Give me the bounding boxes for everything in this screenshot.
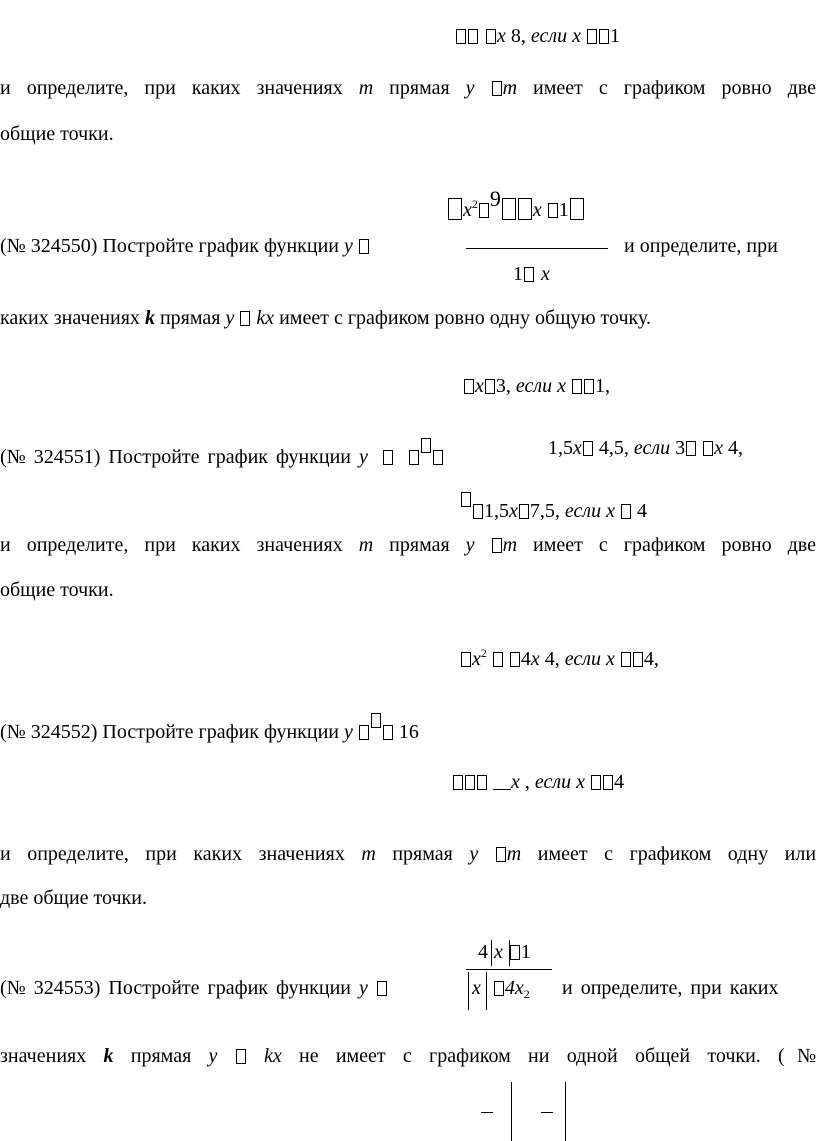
var-k: k [144,307,155,329]
piecewise-case-1 [463,376,610,396]
var-k: k [103,1045,114,1067]
text-run: и определите, при каких значениях [0,534,343,556]
missing-glyph-icon [493,652,503,667]
problem-lead: (№ 324550) Постройте график функции [0,235,339,257]
var-x: x [532,199,542,221]
var-x: x [463,199,472,221]
paragraph-1-line-1 [0,78,816,98]
number-4: 4, [544,648,560,670]
number-1: 1, [595,375,610,397]
missing-glyph-icon [621,504,631,519]
problem-324551-line-1 [0,438,444,467]
number-1: 1 [513,263,523,285]
number-4: 4 [520,648,531,670]
problem-324553-line-1 [0,978,388,998]
exponent: 2 [471,197,478,211]
var-4x: 4x [504,977,524,999]
missing-glyph-icon [456,29,466,44]
missing-glyph-icon [359,239,369,254]
problem-324552-line-4 [0,844,816,864]
var-m: m [358,534,374,556]
var-x: x [606,648,615,670]
fraction-bar [493,789,511,790]
var-m: m [358,77,374,99]
piecewise-case-1 [460,647,659,669]
missing-glyph-icon [583,441,593,456]
missing-glyph-icon [486,29,496,44]
missing-glyph-icon [448,198,462,220]
var-m: m [502,534,518,556]
var-y: y [465,77,475,99]
var-kx: kx [256,307,275,329]
missing-glyph-icon [502,198,516,220]
text-run: не имеет с графиком ни одной общей точки. (№ [298,1045,816,1067]
missing-glyph-icon [479,203,489,218]
fraction-denominator [513,264,550,284]
abs-bar [511,1082,512,1141]
text-run: имеет с графиком одну или [537,843,816,865]
abs-bar [491,940,492,966]
piecewise-case-3 [460,492,647,521]
missing-glyph-icon [383,725,393,740]
fraction-bar [481,1112,493,1113]
formula-value: 1 [610,25,620,47]
missing-glyph-icon [409,450,419,465]
missing-glyph-icon [492,81,502,96]
var-x: x [557,375,566,397]
missing-glyph-icon [453,775,463,790]
missing-glyph-icon [518,198,532,220]
var-x: x [572,25,581,47]
word-esli: если [633,437,671,459]
var-x: x [576,771,585,793]
var-x: x [494,941,503,963]
problem-324550-tail: и определите, при [624,235,778,257]
missing-glyph-icon [421,438,431,453]
problem-324550-line-2 [0,308,651,328]
var-x: x [509,500,518,522]
number-1: 1 [558,199,569,221]
missing-glyph-icon [496,847,506,862]
missing-glyph-icon [465,775,475,790]
var-x: x [472,648,481,670]
problem-324552-line-1 [0,713,419,742]
missing-glyph-icon [377,981,387,996]
missing-glyph-icon [371,713,381,728]
number-4-5: 4,5, [598,437,629,459]
var-x: x [472,977,481,999]
var-y: y [358,446,368,468]
var-y: y [465,534,475,556]
number-9: 9 [489,186,501,211]
text-run: имеет с графиком ровно две [533,534,816,556]
var-y: y [469,843,479,865]
abs-bar [565,1082,566,1141]
number-3: 3 [675,437,686,459]
missing-glyph-icon [584,379,594,394]
abs-bar [468,972,469,1010]
missing-glyph-icon [510,945,520,960]
word-esli: если [515,375,553,397]
text-run: имеет с графиком ровно одну общую точку. [279,307,651,329]
problem-324553-tail: и определите, при каких [562,977,779,999]
problem-324552-line-5: две общие точки. [0,887,147,909]
var-x: x [541,263,550,285]
missing-glyph-icon [591,775,601,790]
text-run: имеет с графиком ровно две [533,77,816,99]
missing-glyph-icon [485,379,495,394]
number-4: 4 [637,500,647,522]
missing-glyph-icon [492,538,502,553]
var-x: x [530,648,540,670]
fraction-bar [466,969,552,970]
problem-324551-line-4 [0,535,816,555]
exponent: 2 [480,646,487,660]
text-run: прямая [392,843,453,865]
var-kx: kx [263,1045,282,1067]
word-esli: если [564,500,602,522]
text-run: значениях [0,1045,87,1067]
missing-glyph-icon [477,775,487,790]
problem-lead: (№ 324553) Постройте график функции [0,977,351,999]
missing-glyph-icon [473,504,483,519]
piecewise-case-2 [548,438,743,458]
fraction-denominator [472,978,530,1000]
missing-glyph-icon [570,198,584,220]
missing-glyph-icon [587,29,597,44]
word-esli: если [534,771,572,793]
number-4: 4, [728,437,743,459]
var-x: x [606,500,615,522]
var-x: x [714,437,723,459]
missing-glyph-icon [433,450,443,465]
missing-glyph-icon [599,29,609,44]
missing-glyph-icon [633,652,643,667]
formula-number: 8, [510,25,526,47]
var-x: x [573,437,582,459]
fraction-bar [541,1112,553,1113]
missing-glyph-icon [236,1049,246,1064]
var-y: y [208,1045,218,1067]
var-x: x [497,25,506,47]
missing-glyph-icon [519,504,529,519]
number-3: 3, [495,375,511,397]
exponent: 2 [523,987,530,1001]
text-run: и определите, при каких значениях [0,843,345,865]
var-x: x [511,771,520,793]
text-run: каких значениях [0,307,140,329]
missing-glyph-icon [464,379,474,394]
number-16: 16 [398,721,419,743]
word-esli: если [564,648,601,670]
fraction-numerator [478,942,531,962]
fraction-bar [466,248,608,249]
missing-glyph-icon [359,725,369,740]
number-4: 4 [614,771,624,793]
missing-glyph-icon [548,203,558,218]
missing-glyph-icon [603,775,613,790]
var-y: y [343,721,353,743]
number-4: 4, [643,648,659,670]
number-4: 4 [478,941,488,963]
fraction-numerator [447,188,585,220]
var-m: m [506,843,522,865]
number-7-5: 7,5, [529,500,560,522]
var-y: y [343,235,353,257]
number-1-5: 1,5 [548,437,573,459]
missing-glyph-icon [468,29,478,44]
var-m: m [361,843,376,865]
missing-glyph-icon [686,441,696,456]
text-run: прямая [389,77,450,99]
text-run: прямая [159,307,221,329]
missing-glyph-icon [510,652,520,667]
problem-324550-line-1 [0,236,370,256]
number-1-5: 1,5 [484,500,509,522]
text-run: прямая [389,534,450,556]
formula-line-1 [455,26,620,46]
missing-glyph-icon [461,492,471,507]
text-run: и определите, при каких значениях [0,77,343,99]
missing-glyph-icon [621,652,631,667]
var-y: y [358,977,368,999]
var-x: x [475,375,484,397]
piecewise-case-3: x , если x 4 [452,772,624,792]
var-y: y [225,307,235,329]
problem-324551-line-5: общие точки. [0,579,114,601]
missing-glyph-icon [240,311,250,326]
number-1: 1 [520,941,531,963]
missing-glyph-icon [494,981,504,996]
abs-bar [509,940,510,966]
problem-324553-line-2 [0,1046,816,1066]
problem-lead: (№ 324551) Постройте график функции [0,446,351,468]
missing-glyph-icon [461,652,471,667]
text-run: прямая [130,1045,192,1067]
missing-glyph-icon [524,267,534,282]
paragraph-1-line-2: общие точки. [0,123,114,145]
word-esli: если [530,25,568,47]
var-m: m [502,77,518,99]
missing-glyph-icon [703,441,713,456]
missing-glyph-icon [383,450,393,465]
problem-lead: (№ 324552) Постройте график функции [0,721,339,743]
missing-glyph-icon [572,379,582,394]
